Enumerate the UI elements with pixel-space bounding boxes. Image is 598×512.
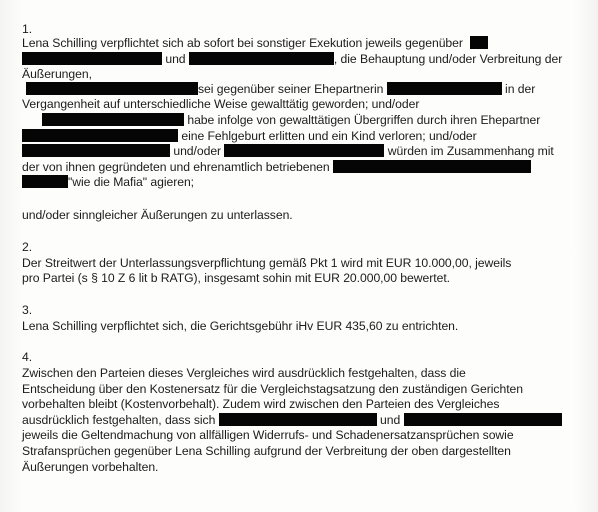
section-1-line [22,208,293,222]
redaction-block [219,413,377,426]
section-1-line [22,67,92,81]
section-4-line: Äußerungen vorbehalten. [22,460,159,474]
section-1-line [22,160,531,174]
section-1-line [22,52,562,66]
section-4-number: 4. [22,350,33,364]
text-fragment: und/oder sinngleicher Äußerungen zu unterlassen. [22,208,293,222]
text-fragment: Äußerungen, [22,67,92,81]
text-fragment: Lena Schilling verpflichtet sich ab sofort bei sonstiger Exekution jeweils gegenüber [22,36,463,50]
text-fragment: habe infolge von gewalttätigen Übergriffen durch ihren Ehepartner [187,113,541,127]
text-fragment: Vergangenheit auf unterschiedliche Weise gewalttätig geworden; und/oder [22,97,420,111]
section-1-line [22,175,194,189]
text-fragment: "wie die Mafia" agieren; [68,175,195,189]
section-1-line [22,36,488,50]
text-fragment: und/oder [173,144,222,158]
redaction-block [22,144,170,157]
text-fragment: und [380,413,401,427]
redaction-block [387,82,502,95]
section-2-line: Der Streitwert der Unterlassungsverpflichtung gemäß Pkt 1 wird mit EUR 10.000,00, jeweils [22,256,512,270]
section-3-line: Lena Schilling verpflichtet sich, die Gerichtsgebühr iHv EUR 435,60 zu entrichten. [22,319,459,333]
text-fragment: , die Behauptung und/oder Verbreitung der [333,52,563,66]
section-2-number: 2. [22,240,33,254]
section-4-line: vorbehalten bleibt (Kostenvorbehalt). Zudem wird zwischen den Parteien des Vergleiches [22,397,500,411]
section-1-line [22,129,477,143]
section-4-line [22,413,562,427]
section-4-line: jeweils die Geltendmachung von allfälligen Widerrufs- und Schadenersatzansprüchen sowie [22,428,514,442]
section-3-number: 3. [22,303,33,317]
text-fragment: würden im Zusammenhang mit [387,144,554,158]
redaction-block [22,52,162,65]
section-4-line: Strafansprüchen gegenüber Lena Schilling aufgrund der Verbreitung der oben dargestellten [22,444,511,458]
section-1-line [22,113,540,127]
section-4-line: Entscheidung über den Kostenersatz für die Vergleichstagsatzung den zuständigen Gerichten [22,382,523,396]
redaction-block [22,175,68,188]
redaction-block [42,113,184,126]
redaction-block [22,129,178,142]
text-fragment: ausdrücklich festgehalten, dass sich [22,413,216,427]
text-fragment: und [165,52,186,66]
redaction-block [189,52,334,65]
section-2-line: pro Partei (s § 10 Z 6 lit b RATG), insgesamt sohin mit EUR 20.000,00 bewertet. [22,271,450,285]
text-fragment: sei gegenüber seiner Ehepartnerin [198,82,384,96]
section-1-line [22,82,535,96]
redaction-block [404,413,562,426]
section-1-line [22,144,554,158]
section-4-line: Zwischen den Parteien dieses Vergleiches wird ausdrücklich festgehalten, dass die [22,366,466,380]
text-fragment: in der [505,82,536,96]
text-fragment: eine Fehlgeburt erlitten und ein Kind verloren; und/oder [181,129,477,143]
redaction-block [470,36,488,49]
redaction-block [333,160,531,173]
text-fragment: der von ihnen gegründeten und ehrenamtlich betriebenen [22,160,330,174]
section-1-number: 1. [22,22,33,36]
redaction-block [224,144,384,157]
redaction-block [26,82,198,95]
section-1-line [22,97,419,111]
